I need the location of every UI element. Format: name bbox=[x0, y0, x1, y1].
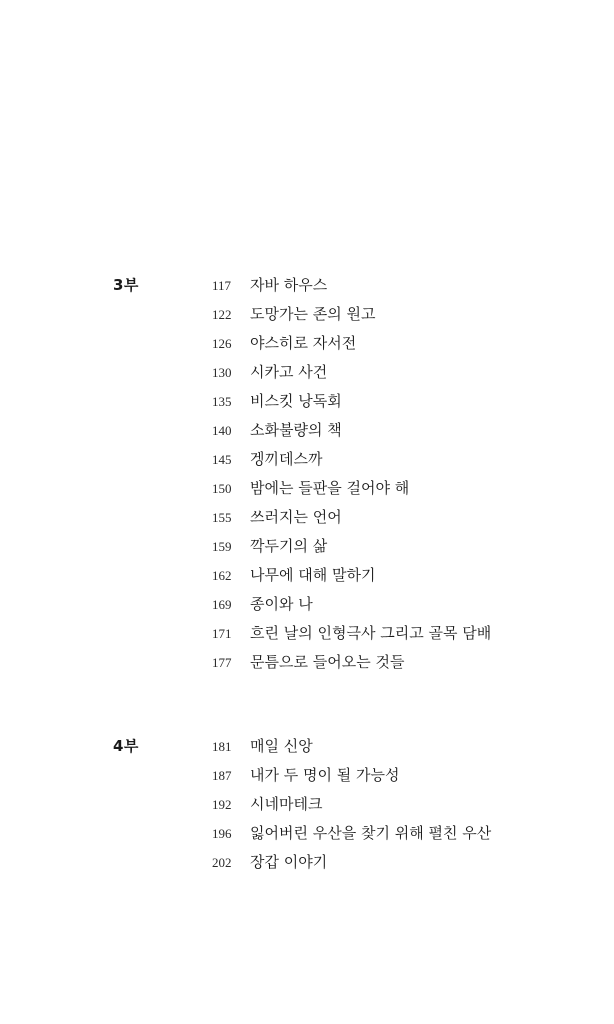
page-number: 159 bbox=[212, 539, 232, 554]
page-number: 140 bbox=[212, 423, 232, 438]
toc-entry bbox=[0, 794, 614, 823]
chapter-title: 흐린 날의 인형극사 그리고 골목 담배 bbox=[250, 624, 492, 642]
toc-entry bbox=[0, 823, 614, 852]
chapter-title: 밤에는 들판을 걸어야 해 bbox=[250, 479, 410, 497]
chapter-title: 깍두기의 삶 bbox=[250, 537, 328, 555]
toc-entry bbox=[0, 765, 614, 794]
chapter-title: 소화불량의 책 bbox=[250, 421, 342, 439]
toc-entry bbox=[0, 565, 614, 594]
toc-entry bbox=[0, 304, 614, 333]
chapter-title: 장갑 이야기 bbox=[250, 853, 328, 871]
chapter-title: 자바 하우스 bbox=[250, 276, 328, 294]
chapter-title: 문틈으로 들어오는 것들 bbox=[250, 653, 405, 671]
toc-entry bbox=[0, 362, 614, 391]
part-title: 4부 bbox=[113, 737, 139, 755]
toc-list bbox=[0, 275, 614, 681]
page-number: 196 bbox=[212, 826, 232, 841]
page-number: 192 bbox=[212, 797, 232, 812]
toc-entry bbox=[0, 852, 614, 881]
chapter-title: 나무에 대해 말하기 bbox=[250, 566, 376, 584]
toc-entry bbox=[0, 652, 614, 681]
chapter-title: 비스킷 낭독회 bbox=[250, 392, 342, 410]
chapter-title: 내가 두 명이 될 가능성 bbox=[250, 766, 400, 784]
toc-entry bbox=[0, 594, 614, 623]
page-number: 177 bbox=[212, 655, 232, 670]
chapter-title: 도망가는 존의 원고 bbox=[250, 305, 376, 323]
page-number: 181 bbox=[212, 739, 232, 754]
toc-entry bbox=[0, 333, 614, 362]
page-number: 150 bbox=[212, 481, 232, 496]
toc-entry bbox=[0, 449, 614, 478]
toc-entry bbox=[0, 507, 614, 536]
chapter-title: 겡끼데스까 bbox=[250, 450, 323, 468]
chapter-title: 매일 신앙 bbox=[250, 737, 313, 755]
page-number: 122 bbox=[212, 307, 232, 322]
toc-entry bbox=[0, 275, 614, 304]
page-number: 169 bbox=[212, 597, 232, 612]
toc-entry bbox=[0, 420, 614, 449]
page-number: 126 bbox=[212, 336, 232, 351]
page-number: 187 bbox=[212, 768, 232, 783]
chapter-title: 시카고 사건 bbox=[250, 363, 328, 381]
part-title: 3부 bbox=[113, 276, 139, 294]
page-number: 171 bbox=[212, 626, 232, 641]
chapter-title: 잃어버린 우산을 찾기 위해 펼친 우산 bbox=[250, 824, 492, 842]
page-number: 155 bbox=[212, 510, 232, 525]
toc-entry bbox=[0, 536, 614, 565]
chapter-title: 쓰러지는 언어 bbox=[250, 508, 342, 526]
page-number: 202 bbox=[212, 855, 232, 870]
toc-list bbox=[0, 736, 614, 881]
page-number: 145 bbox=[212, 452, 232, 467]
toc-entry bbox=[0, 391, 614, 420]
chapter-title: 종이와 나 bbox=[250, 595, 313, 613]
toc-entry bbox=[0, 736, 614, 765]
chapter-title: 시네마테크 bbox=[250, 795, 323, 813]
toc-entry bbox=[0, 478, 614, 507]
page-number: 117 bbox=[212, 278, 232, 293]
toc-entry bbox=[0, 623, 614, 652]
chapter-title: 야스히로 자서전 bbox=[250, 334, 357, 352]
page-number: 162 bbox=[212, 568, 232, 583]
page-number: 135 bbox=[212, 394, 232, 409]
page-number: 130 bbox=[212, 365, 232, 380]
